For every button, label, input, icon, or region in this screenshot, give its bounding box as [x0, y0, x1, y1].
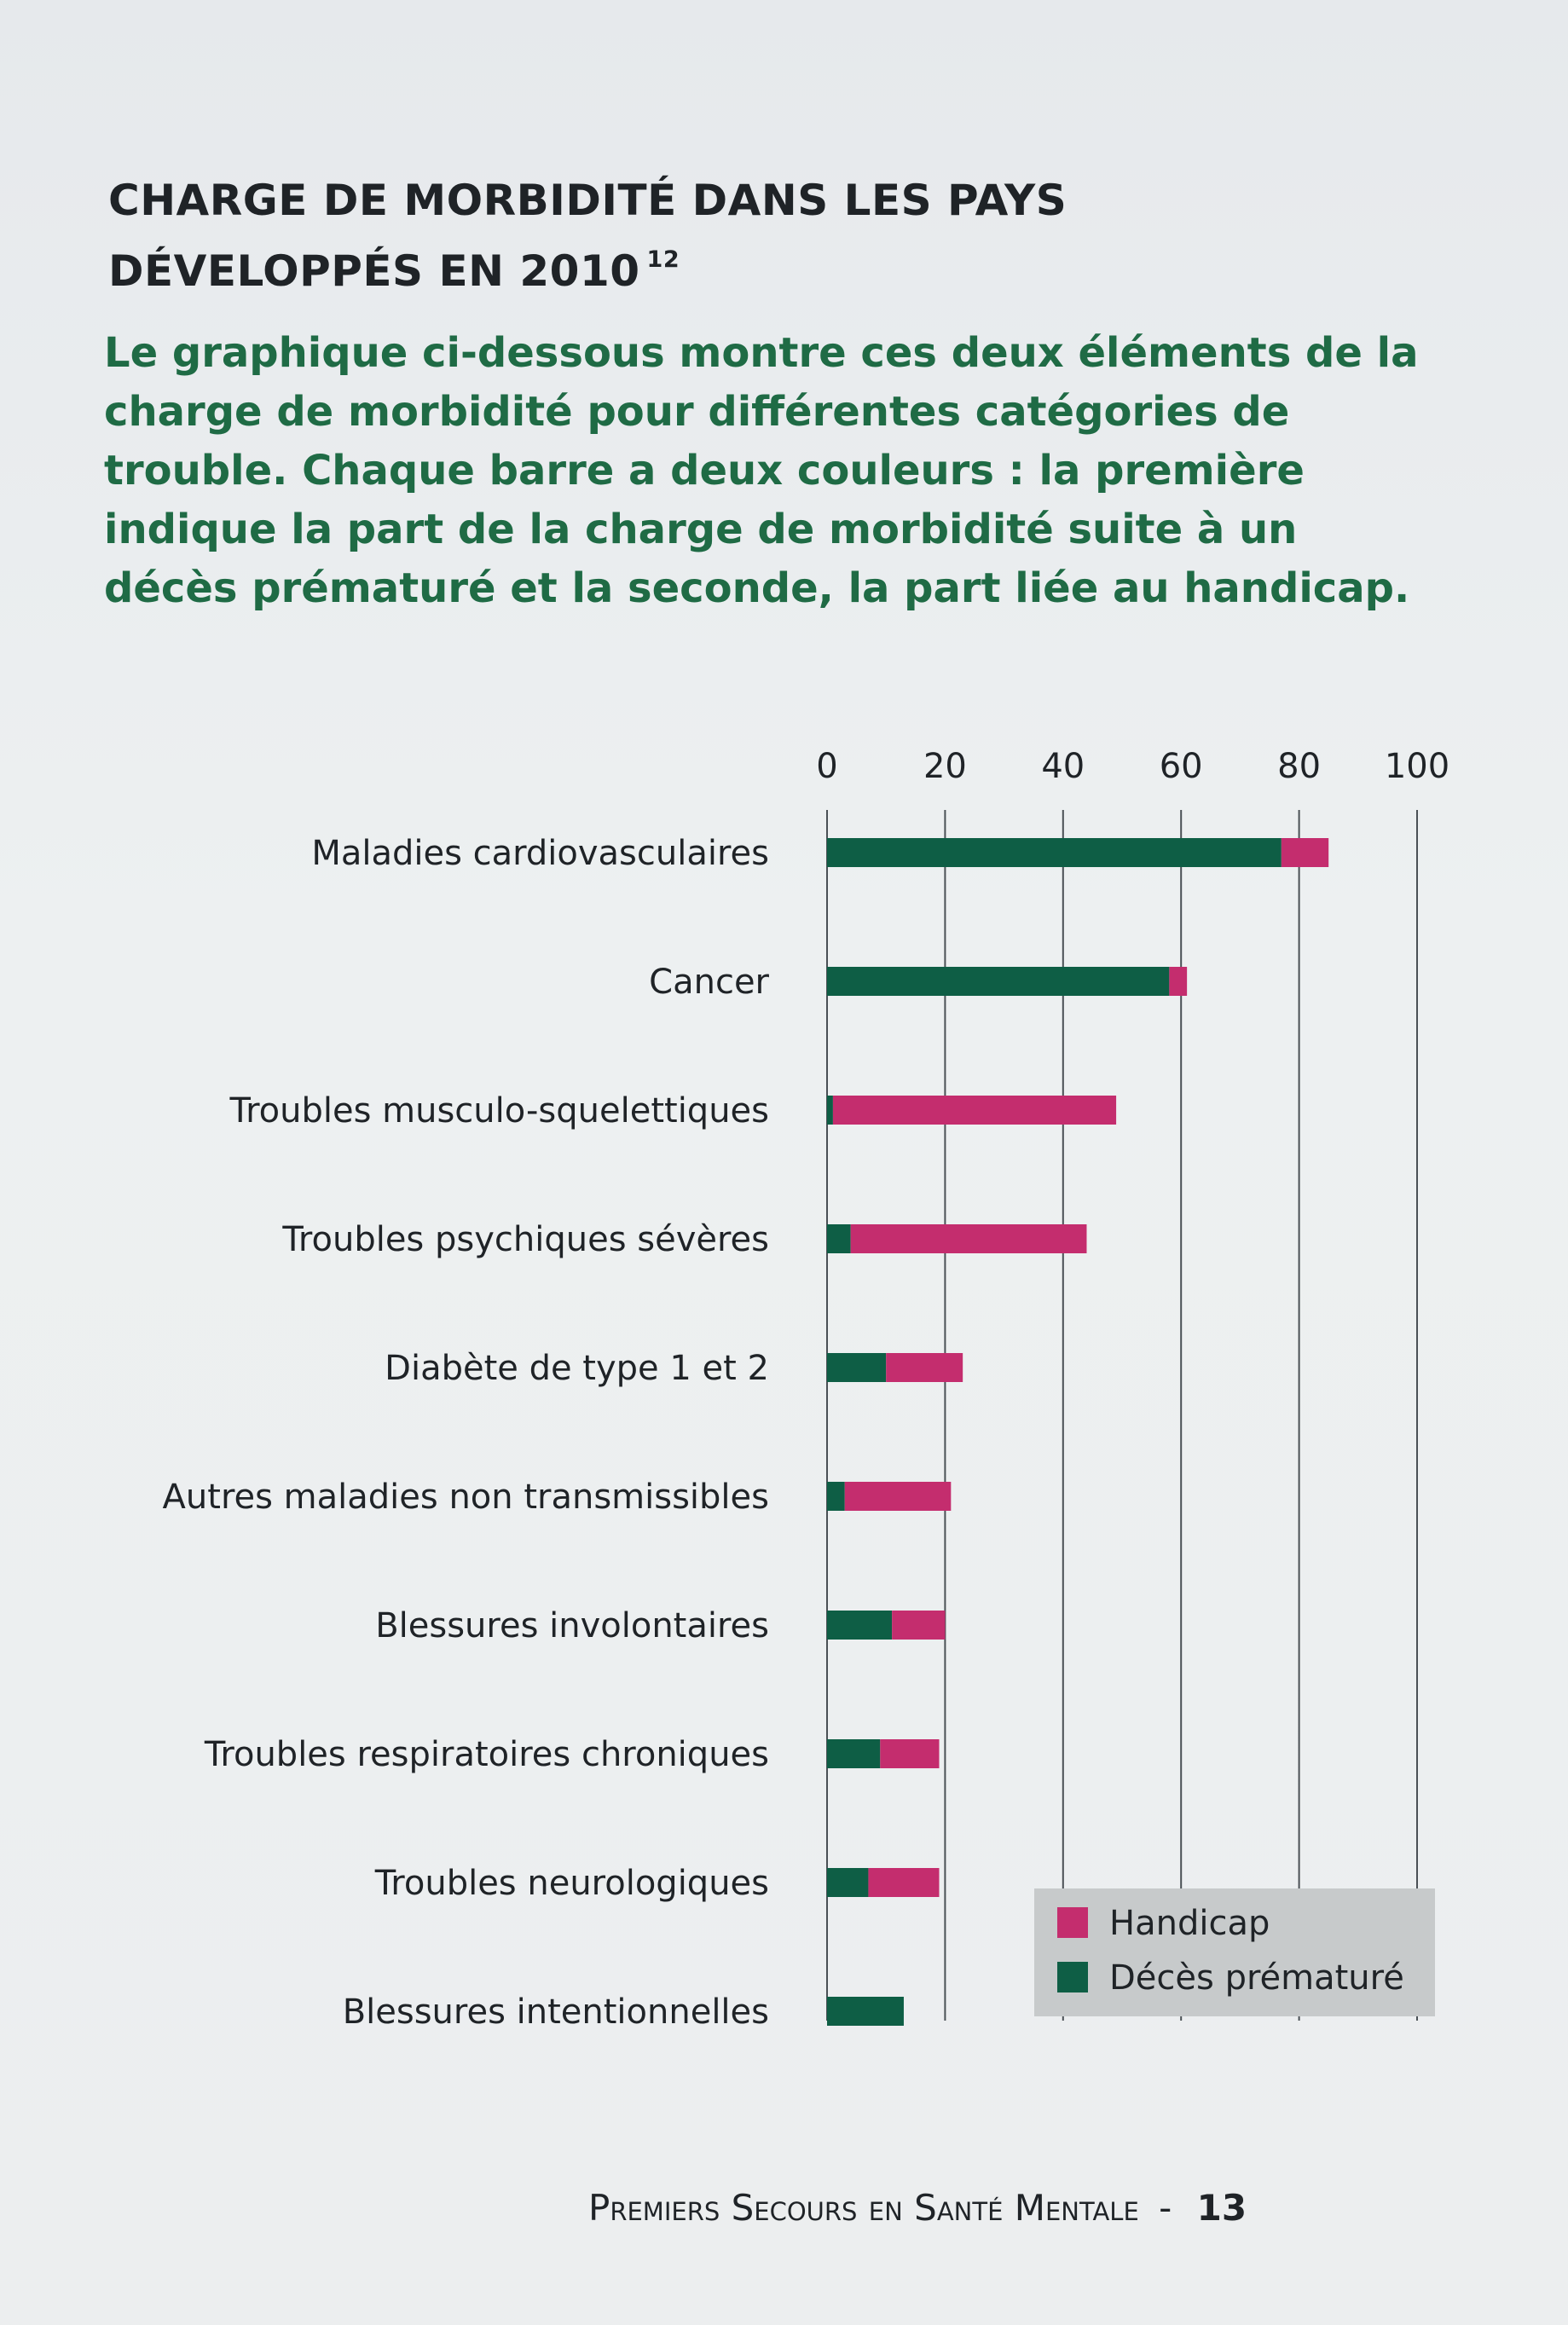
bar-deces-premature: [827, 1997, 904, 2026]
page-number: 13: [1196, 2187, 1247, 2229]
category-label: Maladies cardiovasculaires: [311, 834, 769, 873]
category-label: Diabète de type 1 et 2: [385, 1349, 769, 1388]
bar-deces-premature: [827, 838, 1282, 867]
category-label: Cancer: [649, 963, 769, 1002]
title-line-2: [108, 230, 1387, 301]
page-footer: [588, 2187, 1441, 2229]
bar-deces-premature: [827, 1224, 851, 1253]
bar-handicap: [886, 1353, 963, 1382]
legend-swatch-deces-premature: [1057, 1962, 1088, 1992]
intro-paragraph: Le graphique ci-dessous montre ces deux éléments de la charge de morbidité pour différentes catégories de trouble. Chaque barre a deux couleurs : la première indique la part de la charge de morbidité suite à un décès prématuré et la seconde, la part liée au handicap.: [104, 329, 1419, 612]
x-tick-label-0: 0: [816, 747, 838, 786]
bar-handicap: [1282, 838, 1328, 867]
bar-deces-premature: [827, 1353, 886, 1382]
x-tick-label-20: 20: [923, 747, 967, 786]
legend-label: Décès prématuré: [1109, 1958, 1404, 1998]
bar-deces-premature: [827, 1739, 880, 1768]
category-label: Troubles respiratoires chroniques: [204, 1735, 769, 1774]
category-label: Troubles psychiques sévères: [282, 1220, 769, 1259]
bar-handicap: [845, 1482, 952, 1511]
bar-handicap: [880, 1739, 939, 1768]
bar-deces-premature: [827, 967, 1169, 996]
category-label: Troubles musculo-squelettiques: [229, 1091, 769, 1131]
stacked-bar-chart: [0, 733, 1568, 2063]
bar-handicap: [833, 1096, 1116, 1125]
bar-deces-premature: [827, 1482, 845, 1511]
x-tick-label-60: 60: [1159, 747, 1203, 786]
bar-handicap: [892, 1611, 945, 1640]
legend-label: Handicap: [1109, 1904, 1270, 1943]
x-tick-label-80: 80: [1277, 747, 1322, 786]
legend-swatch-handicap: [1057, 1907, 1088, 1938]
category-label: Blessures intentionnelles: [342, 1992, 769, 2032]
title-footnote: 12: [646, 246, 680, 273]
bar-handicap: [868, 1868, 939, 1897]
bar-deces-premature: [827, 1868, 868, 1897]
footer-separator: -: [1159, 2187, 1172, 2229]
x-tick-label-40: 40: [1041, 747, 1085, 786]
category-label: Troubles neurologiques: [374, 1864, 769, 1903]
footer-text: Premiers Secours en Santé Mentale: [588, 2187, 1139, 2229]
category-label: Blessures involontaires: [375, 1606, 769, 1645]
chart-title: [108, 171, 1387, 301]
bar-deces-premature: [827, 1611, 892, 1640]
bar-deces-premature: [827, 1096, 833, 1125]
category-label: Autres maladies non transmissibles: [162, 1478, 769, 1517]
bar-handicap: [851, 1224, 1087, 1253]
x-tick-label-100: 100: [1384, 747, 1450, 786]
title-line-1: CHARGE DE MORBIDITÉ DANS LES PAYS: [108, 176, 1068, 225]
bar-handicap: [1169, 967, 1187, 996]
title-line-2-text: DÉVELOPPÉS EN 2010: [108, 246, 640, 296]
